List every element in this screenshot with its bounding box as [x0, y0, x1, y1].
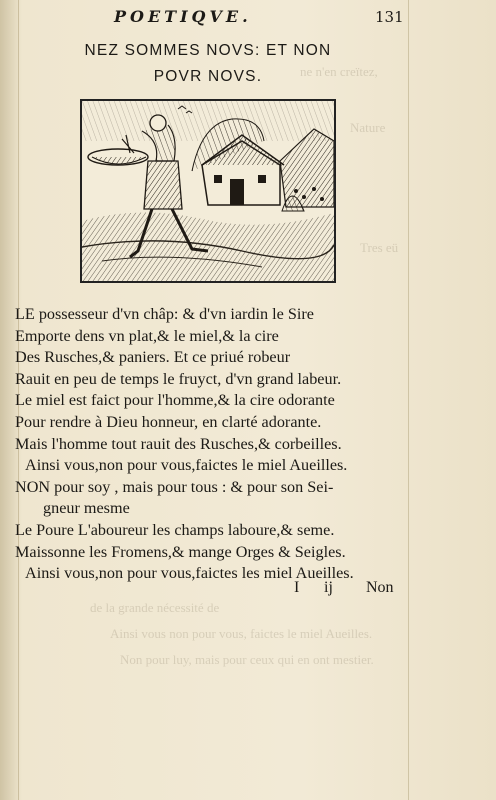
poem-line: NON pour soy , mais pour tous : & pour son Sei- — [15, 477, 334, 496]
poem-line: Ainsi vous,non pour vous,faictes le miel Aueilles. — [25, 456, 348, 475]
poem-line: Des Rusches,& paniers. Et ce priué robeur — [15, 348, 291, 367]
bleed-through-text: de la grande nécessité de — [90, 600, 220, 615]
signature-number: ij — [324, 579, 333, 596]
catchword: Non — [366, 579, 394, 596]
page-number: 131 — [375, 8, 404, 26]
poem-line: Le miel est faict pour l'homme,& la cire odorante — [15, 391, 335, 410]
poem-body — [15, 304, 415, 585]
bleed-through-text: Tres eü — [360, 240, 399, 255]
running-head: POETIQVE. — [114, 7, 252, 26]
woodcut-illustration — [80, 99, 336, 283]
poem-line: Rauit en peu de temps le fruyct, d'vn grand labeur. — [15, 369, 342, 388]
bleed-through-text: Nature — [350, 120, 386, 135]
emblem-title-line: NEZ SOMMES NOVS: ET NON — [84, 42, 332, 59]
signature-mark: I — [294, 579, 300, 596]
poem-line: gneur mesme — [43, 499, 130, 518]
emblem-title-line: POVR NOVS. — [153, 68, 263, 85]
bleed-through-text: Ainsi vous non pour vous, faictes le miel Aueilles. — [110, 626, 373, 641]
poem-line: Emporte dens vn plat,& le miel,& la cire — [15, 326, 279, 345]
poem-line: Ainsi vous,non pour vous,faictes les miel Aueilles. — [25, 564, 354, 583]
poem-line: Pour rendre à Dieu honneur, en clarté adorante. — [15, 412, 322, 431]
bleed-through-text: ne n'en creïtez, — [300, 64, 378, 79]
bleed-through-text: Non pour luy, mais pour ceux qui en ont mestier. — [120, 652, 374, 667]
poem-line: LE possesseur d'vn châp: & d'vn iardin le Sire — [15, 305, 314, 323]
signature-line — [294, 579, 394, 597]
woodcut-image — [82, 101, 334, 281]
poem-line: Mais l'homme tout rauit des Rusches,& corbeilles. — [15, 434, 342, 453]
poem-line: Maissonne les Fromens,& mange Orges & Seigles. — [15, 542, 346, 561]
poem-line: Le Poure L'aboureur les champs laboure,& seme. — [15, 520, 335, 539]
emblem-title — [58, 38, 358, 90]
